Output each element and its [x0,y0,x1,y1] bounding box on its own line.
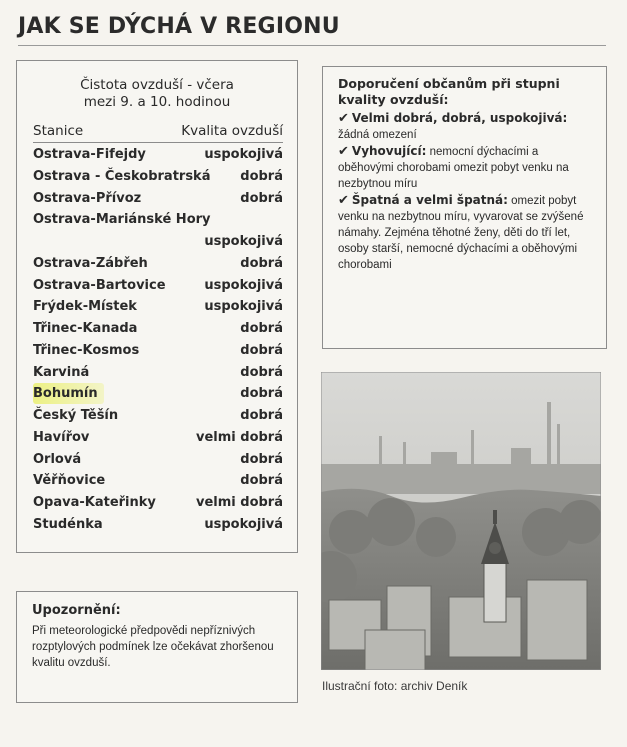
air-quality-value: dobrá [240,451,283,467]
recommendation-text: nemocní dýchacími a oběhovými chorobami omezit pobyt venku na nezbytnou míru [338,146,569,190]
warning-box [16,591,298,703]
station-name: Bohumín [33,383,104,404]
station-name: Havířov [33,429,90,445]
table-row [33,514,283,536]
air-quality-value: uspokojivá [204,299,283,315]
table-rows [33,144,283,536]
recommendation-label: Vyhovující: [351,144,427,158]
air-quality-value: dobrá [240,364,283,380]
air-quality-value: dobrá [240,255,283,271]
table-column-headers [33,123,283,141]
column-header-station: Stanice [33,123,84,139]
table-heading-line2: mezi 9. a 10. hodinou [83,94,231,110]
table-row [33,492,283,514]
station-name: Ostrava-Fifejdy [33,147,146,162]
station-name: Frýdek-Místek [33,299,137,315]
table-heading-line1: Čistota ovzduší - včera [80,77,234,93]
recommendation-label: Špatná a velmi špatná: [351,193,508,207]
station-name: Třinec-Kanada [33,321,138,336]
air-quality-value: dobrá [240,386,283,402]
air-quality-value: uspokojivá [204,147,283,162]
table-row [33,362,283,384]
air-quality-value: dobrá [240,408,283,423]
headline-rule [18,45,606,46]
air-quality-value: uspokojivá [204,516,283,532]
column-header-quality: Kvalita ovzduší [181,123,283,139]
table-row [33,296,283,318]
table-row [33,449,283,471]
air-quality-value: dobrá [240,342,283,358]
recommendation-item [338,110,592,143]
station-name: Ostrava-Zábřeh [33,255,148,271]
air-quality-value: velmi dobrá [195,495,283,510]
air-quality-value: uspokojivá [204,277,283,293]
table-row [33,340,283,362]
table-row [33,470,283,492]
table-row [33,383,283,405]
recommendation-text: omezit pobyt venku na nezbytnou míru, vyvarovat se zvýšené námahy. Zejména těhotné ženy, děti do tří let, osoby starší, nemocné dýchacími a oběhovými chorobami [338,195,584,271]
check-icon: ✔ [338,193,349,208]
station-name: Věřňovice [33,473,106,489]
table-heading [17,77,297,111]
photo-caption: Ilustrační foto: archiv Deník [322,679,468,693]
station-name: Třinec-Kosmos [33,342,140,358]
warning-title: Upozornění: [32,603,121,618]
recommendation-text: žádná omezení [338,129,417,141]
recommendation-box [322,66,607,349]
recommendation-title: Doporučení občanům při stupni kvality ovzduší: [338,76,560,107]
air-quality-table-box [16,60,298,553]
table-row [33,166,283,188]
station-name: Karviná [33,364,90,380]
station-name: Studénka [33,516,103,532]
air-quality-value: dobrá [240,473,283,489]
station-name: Ostrava - Českobratrská [33,168,211,184]
table-row [33,405,283,427]
headline: JAK SE DÝCHÁ V REGIONU [18,14,340,39]
table-row [33,188,283,210]
table-row [33,275,283,297]
recommendation-item [338,192,592,273]
station-name: Opava-Kateřinky [33,495,156,510]
recommendation-label: Velmi dobrá, dobrá, uspokojivá: [351,111,568,125]
station-name: Ostrava-Mariánské Hory [33,212,211,228]
recommendation-items [338,110,592,273]
check-icon: ✔ [338,144,349,159]
table-row [33,318,283,340]
check-icon: ✔ [338,111,349,126]
table-row [33,209,283,253]
air-quality-value: dobrá [240,321,283,336]
recommendation-item [338,143,592,192]
table-row [33,427,283,449]
station-name: Ostrava-Přívoz [33,190,142,206]
station-name: Ostrava-Bartovice [33,277,166,293]
city-photo [321,372,601,670]
air-quality-value: velmi dobrá [195,429,283,445]
air-quality-value: uspokojivá [204,234,283,249]
warning-text: Při meteorologické předpovědi nepříznivých rozptylových podmínek lze očekávat zhoršenou kvalitu ovzduší. [32,625,274,669]
air-quality-value: dobrá [240,190,283,206]
air-quality-value: dobrá [240,168,283,184]
table-row [33,144,283,166]
station-name: Český Těšín [33,408,119,423]
table-row [33,253,283,275]
station-name: Orlová [33,451,82,467]
